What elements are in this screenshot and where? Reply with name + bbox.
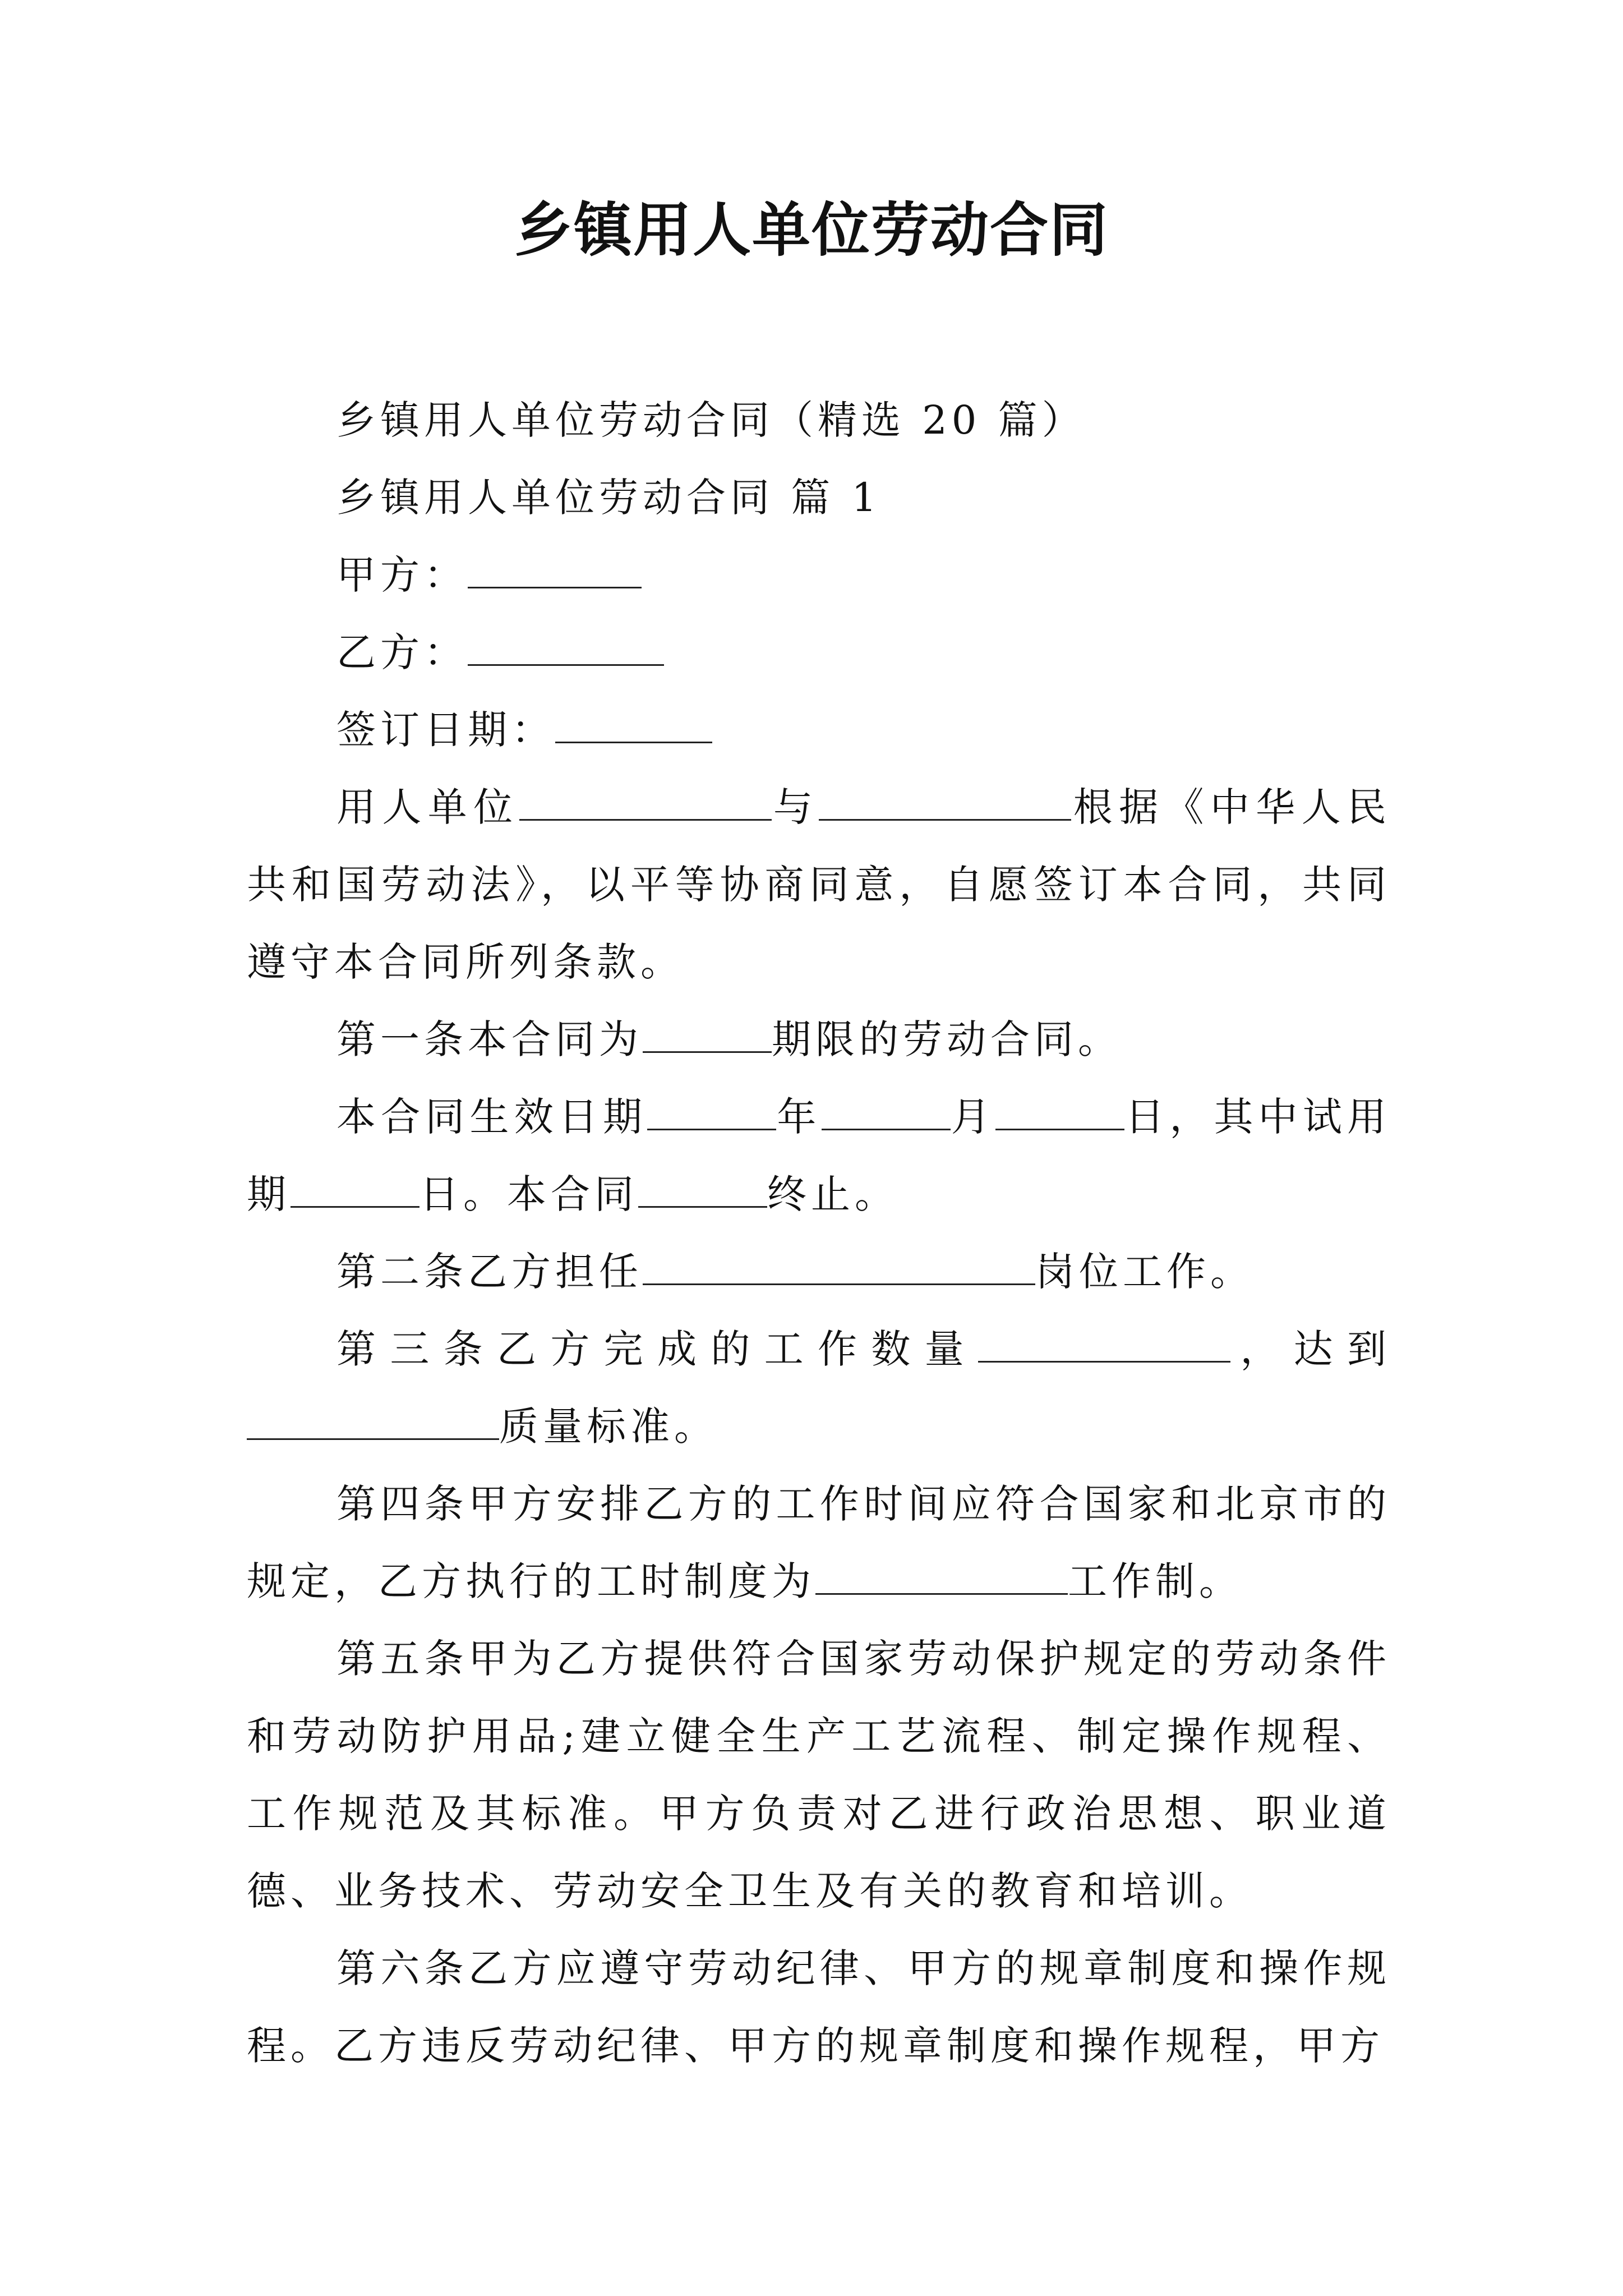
effective-text-6: 终止。 [767,1171,898,1217]
effective-date-paragraph [247,1078,1391,1233]
article-2-text-2: 岗位工作。 [1035,1249,1254,1295]
quality-blank [247,1399,499,1440]
intro-text-3: 根据《中华人民共和国劳动法》，以平等协商同意，自愿签订本合同，共同遵守本合同所列条款。 [247,784,1391,985]
article-1-text-1: 第一条本合同为 [336,1016,643,1062]
article-3-text-2: ，达到 [1230,1326,1391,1372]
party-a-label: 甲方： [336,552,468,598]
effective-text-4: 日，其中试用期 [247,1094,1391,1217]
article-2-text-1: 第二条乙方担任 [336,1249,643,1295]
month-blank [822,1089,951,1130]
day-blank [995,1089,1124,1130]
signing-date-label: 签订日期： [336,707,555,753]
intro-text-2: 与 [771,784,819,830]
article-4 [247,1465,1391,1620]
party-b-line [247,614,1391,691]
employee-blank [819,780,1071,821]
article-5: 第五条甲为乙方提供符合国家劳动保护规定的劳动条件和劳动防护用品;建立健全生产工艺流程、制定操作规程、工作规范及其标准。甲方负责对乙进行政治思想、职业道德、业务技术、劳动安全卫生及有关的教育和培训。 [247,1636,1391,1914]
effective-text-5: 日。本合同 [419,1171,638,1217]
probation-blank [291,1167,419,1208]
position-blank [643,1244,1035,1285]
article-6: 第六条乙方应遵守劳动纪律、甲方的规章制度和操作规程。乙方违反劳动纪律、甲方的规章制度和操作规程，甲方 [247,1945,1391,2069]
effective-text-1: 本合同生效日期 [336,1094,648,1140]
article-4-text-2: 工作制。 [1068,1558,1243,1604]
signing-date-line [247,691,1391,769]
effective-text-2: 年 [776,1094,822,1140]
document-subtitle: 乡镇用人单位劳动合同（精选 20 篇） [336,397,1086,443]
article-1 [247,1001,1391,1078]
party-b-blank [468,625,664,666]
article-2 [247,1233,1391,1310]
signing-date-blank [555,702,712,743]
party-a-line [247,536,1391,614]
effective-text-3: 月 [950,1094,995,1140]
article-3 [247,1310,1391,1465]
year-blank [647,1089,776,1130]
intro-paragraph [247,769,1391,1001]
party-b-label: 乙方： [336,629,468,675]
termination-blank [638,1167,767,1208]
employer-blank [519,780,772,821]
working-hours-blank [815,1554,1068,1595]
quantity-blank [978,1322,1230,1363]
article-3-text-1: 第三条乙方完成的工作数量 [336,1326,978,1372]
section-heading: 乡镇用人单位劳动合同 篇 1 [336,475,882,521]
party-a-blank [468,547,642,588]
article-4-text-1: 第四条甲方安排乙方的工作时间应符合国家和北京市的规定，乙方执行的工时制度为 [247,1481,1391,1604]
article-1-text-2: 期限的劳动合同。 [772,1016,1122,1062]
article-3-text-3: 质量标准。 [499,1404,718,1450]
intro-text-1: 用人单位 [336,784,519,830]
document-title: 乡镇用人单位劳动合同 [514,195,1109,264]
document-body [247,381,1391,2085]
term-blank [643,1012,772,1053]
